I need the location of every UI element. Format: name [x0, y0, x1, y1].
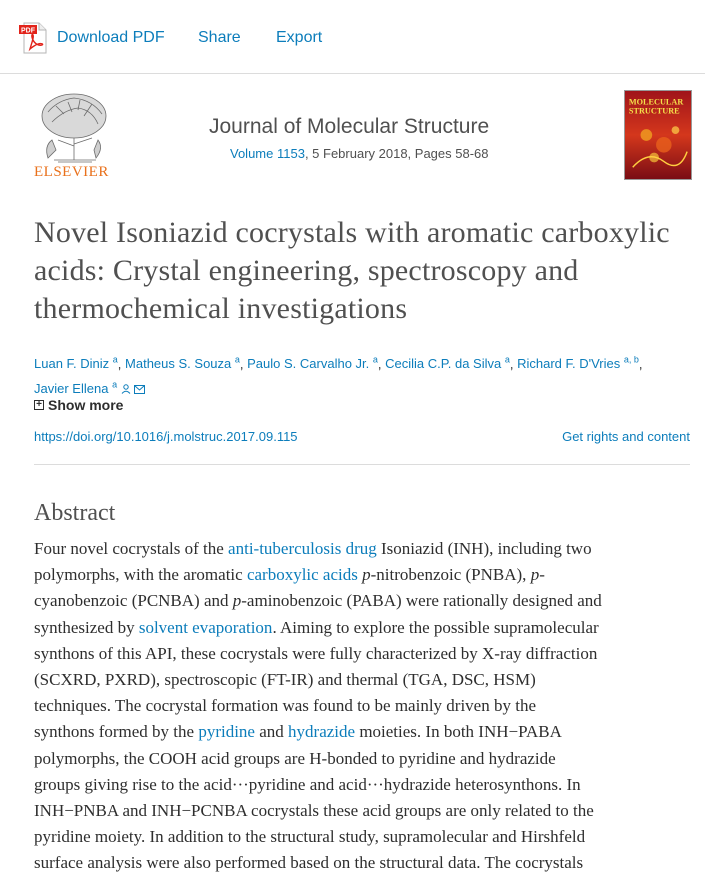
- abstract-italic-text: p: [232, 591, 242, 611]
- share-link[interactable]: Share: [198, 29, 241, 46]
- abstract-heading: Abstract: [34, 500, 116, 526]
- journal-header: [34, 88, 692, 188]
- pdf-file-icon[interactable]: [19, 22, 49, 54]
- abstract-line: [34, 588, 694, 614]
- abstract-text: synthons of this API, these cocrystals were fully characterized by X-ray diffraction: [34, 643, 598, 663]
- section-divider: [34, 464, 690, 465]
- abstract-text: moieties. In both INH−PABA: [355, 722, 562, 742]
- abstract-text: INH−PNBA and INH−PCNBA cocrystals these acid groups are only related to the: [34, 801, 594, 821]
- abstract-text: polymorphs, the COOH acid groups are H-bonded to pyridine and hydrazide: [34, 748, 556, 768]
- publisher-name: ELSEVIER: [34, 164, 109, 180]
- abstract-topic-link[interactable]: hydrazide: [288, 722, 356, 742]
- author-link[interactable]: Javier Ellena $^a$: [34, 379, 118, 396]
- author-list: Luan F. Diniz $^a$, Matheus S. Souza $^a$, Paulo S. Carvalho Jr. $^a$, Cecilia C.P. da Silva $^a$, Richard F. D'Vries $^{a, b}$, Javier Ellena $^a$: [34, 355, 643, 396]
- abstract-line: [34, 693, 694, 719]
- abstract-line: [34, 536, 694, 562]
- journal-title-link[interactable]: Journal of Molecular Structure: [209, 115, 490, 138]
- abstract-line: [34, 772, 694, 798]
- author-link[interactable]: Matheus S. Souza $^a$: [125, 355, 240, 372]
- plus-icon: +: [34, 400, 44, 410]
- journal-issue-info: [230, 146, 489, 161]
- abstract-text: synthesized by: [34, 617, 139, 637]
- svg-text:STRUCTURE: STRUCTURE: [628, 106, 680, 116]
- abstract-line: [34, 667, 694, 693]
- abstract-text: surface analysis were also performed based on the structural data. The cocrystals: [34, 853, 584, 873]
- doi-link[interactable]: https://doi.org/10.1016/j.molstruc.2017.09.115: [34, 429, 298, 444]
- abstract-italic-text: p: [362, 565, 371, 585]
- volume-link[interactable]: Volume 1153: [230, 146, 305, 161]
- abstract-topic-link[interactable]: anti-tuberculosis drug: [228, 539, 377, 558]
- abstract-text: -aminobenzoic (PABA) were rationally designed and: [241, 591, 602, 611]
- download-pdf-link[interactable]: Download PDF: [57, 29, 165, 46]
- author-link[interactable]: Luan F. Diniz $^a$: [34, 355, 118, 372]
- abstract-line: [34, 562, 694, 588]
- abstract-text: Isoniazid (INH), including two: [376, 539, 592, 558]
- abstract-line: [34, 641, 694, 667]
- abstract-text: . Aiming to explore the possible supramolecular: [272, 617, 599, 637]
- abstract-line: [34, 719, 694, 745]
- abstract-text: -nitrobenzoic (PNBA),: [370, 565, 531, 585]
- show-more-label: Show more: [48, 397, 124, 413]
- svg-text:PDF: PDF: [21, 27, 35, 35]
- abstract-line: [34, 798, 694, 824]
- abstract-line: [34, 824, 694, 850]
- author-link[interactable]: Richard F. D'Vries $^{a, b}$: [517, 355, 639, 372]
- issue-details: , 5 February 2018, Pages 58-68: [304, 146, 489, 161]
- journal-cover-image[interactable]: [624, 90, 692, 180]
- abstract-line: [34, 615, 694, 641]
- article-title: Novel Isoniazid cocrystals with aromatic carboxylic acids: Crystal engineering, spectroscopy and thermochemical investigations: [34, 216, 670, 325]
- email-icon[interactable]: [134, 385, 145, 394]
- article-toolbar: [0, 0, 705, 74]
- abstract-text: -: [539, 565, 545, 585]
- abstract-text: synthons formed by the: [34, 722, 199, 742]
- abstract-line: [34, 746, 694, 772]
- abstract-text: polymorphs, with the aromatic: [34, 565, 247, 585]
- author-link[interactable]: Paulo S. Carvalho Jr. $^a$: [247, 355, 378, 372]
- abstract-text: groups giving rise to the acid···pyridine and acid···hydrazide heterosynthons. In: [34, 774, 581, 794]
- abstract-text: pyridine moiety. In addition to the structural study, supramolecular and Hirshfeld: [34, 827, 586, 847]
- abstract-italic-text: p: [530, 565, 540, 585]
- abstract-text: and: [254, 722, 289, 742]
- person-icon[interactable]: [121, 384, 131, 394]
- rights-link[interactable]: Get rights and content: [562, 429, 690, 444]
- abstract-topic-link[interactable]: pyridine: [198, 722, 255, 742]
- author-link[interactable]: Cecilia C.P. da Silva $^a$: [385, 355, 510, 372]
- abstract-text: (SCXRD, PXRD), spectroscopic (FT-IR) and thermal (TGA, DSC, HSM): [34, 670, 536, 690]
- export-link[interactable]: Export: [276, 29, 323, 46]
- abstract-body: [34, 536, 694, 875]
- show-more-button[interactable]: [34, 397, 123, 413]
- abstract-text: techniques. The cocrystal formation was found to be mainly driven by the: [34, 696, 536, 716]
- abstract-topic-link[interactable]: solvent evaporation: [138, 617, 273, 637]
- abstract-topic-link[interactable]: carboxylic acids: [246, 565, 358, 585]
- abstract-text: cyanobenzoic (PCNBA) and: [34, 591, 233, 611]
- abstract-text: Four novel cocrystals of the: [34, 539, 229, 558]
- svg-text:MOLECULAR: MOLECULAR: [628, 97, 684, 107]
- abstract-line: [34, 850, 694, 875]
